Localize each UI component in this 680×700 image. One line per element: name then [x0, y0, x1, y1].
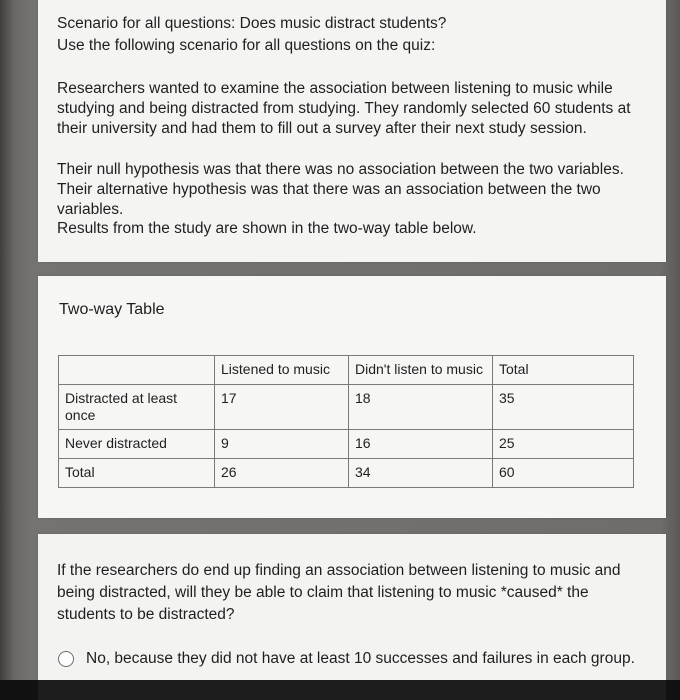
- bottom-edge-shadow: [38, 680, 666, 700]
- scenario-paragraph-1: Researchers wanted to examine the association between listening to music while studying and being distracted from studying. They randomly selected 60 students at their university and had them to fill out a survey after their next study session.: [57, 80, 631, 137]
- table-cell: 60: [493, 459, 634, 488]
- table-row-label: Total: [59, 459, 215, 488]
- table-header-row: [59, 356, 634, 385]
- table-cell: 26: [215, 459, 349, 488]
- answer-option-label: No, because they did not have at least 10 successes and failures in each group.: [86, 650, 635, 667]
- table-cell: 16: [349, 430, 493, 459]
- table-row-label: Never distracted: [59, 430, 215, 459]
- scenario-title: Scenario for all questions: Does music distract students?: [57, 15, 447, 32]
- table-cell: 35: [493, 385, 634, 430]
- scenario-instruction: Use the following scenario for all questions on the quiz:: [57, 37, 436, 54]
- table-cell: 25: [493, 430, 634, 459]
- table-row-label: Distracted at least once: [59, 385, 215, 430]
- two-way-table: [58, 355, 634, 488]
- answer-option[interactable]: [58, 650, 635, 668]
- radio-button[interactable]: [58, 651, 74, 667]
- scenario-paragraph-2: Their null hypothesis was that there was no association between the two variables. Their alternative hypothesis was that there was an association between the two variables.: [57, 161, 624, 218]
- table-row: [59, 430, 634, 459]
- table-header-cell: Didn't listen to music: [349, 356, 493, 385]
- table-cell: 18: [349, 385, 493, 430]
- scenario-paragraph-3: Results from the study are shown in the two-way table below.: [57, 220, 477, 237]
- table-title: Two-way Table: [59, 301, 165, 318]
- table-header-cell: Listened to music: [215, 356, 349, 385]
- table-cell: 17: [215, 385, 349, 430]
- table-header-cell: [59, 356, 215, 385]
- table-header-cell: Total: [493, 356, 634, 385]
- table-row: [59, 385, 634, 430]
- table-cell: 9: [215, 430, 349, 459]
- question-text: If the researchers do end up finding an association between listening to music and being distracted, will they be able to claim that listening to music *caused* the students to be distracted?: [57, 562, 621, 623]
- table-row: [59, 459, 634, 488]
- table-cell: 34: [349, 459, 493, 488]
